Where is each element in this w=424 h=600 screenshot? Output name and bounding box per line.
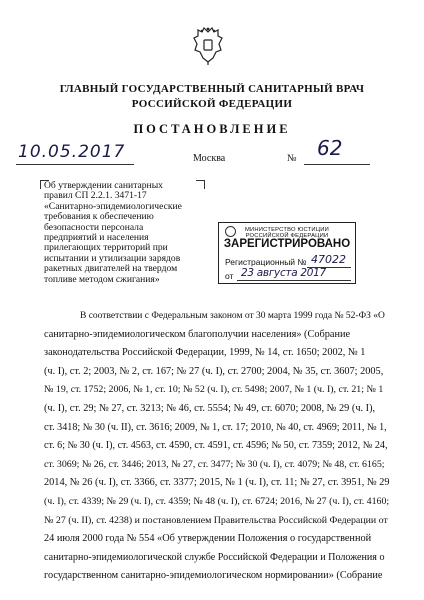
subject-line: топливе методом сжигания» (44, 273, 160, 285)
subject-line: требования к обеспечению (44, 211, 154, 223)
document-body (44, 307, 390, 586)
body-line: В соответствии с Федеральным законом от 30 марта 1999 года № 52-ФЗ «О (80, 311, 385, 321)
body-line: ст. 3069; № 26, ст. 3446; 2013, № 27, ст. 3477; № 30 (ч. I), ст. 4079; № 48, ст. 6165; (44, 458, 385, 470)
registration-stamp (218, 222, 356, 284)
stamp-reg-number: 47022 (311, 253, 346, 266)
body-line: (ч. I), ст. 4339; № 29 (ч. I), ст. 4359; № 48 (ч. I), ст. 6724; 2016, № 27 (ч. I), ст. 4160; (44, 495, 390, 507)
stamp-registered: ЗАРЕГИСТРИРОВАНО (223, 238, 351, 250)
number-sign: № (287, 153, 297, 164)
stamp-date-underline (237, 280, 351, 281)
subject-line: ракетных двигателей на твердом (44, 263, 178, 275)
stamp-reg-date: 23 августа 2017 (241, 267, 326, 279)
body-line: санитарно-эпидемиологической службе Российской Федерации и Положения о (44, 551, 385, 563)
stamp-ministry: МИНИСТЕРСТВО ЮСТИЦИИ РОССИЙСКОЙ ФЕДЕРАЦИИ (245, 227, 329, 239)
subject-line: «Санитарно-эпидемиологические (44, 200, 182, 212)
authority-title: ГЛАВНЫЙ ГОСУДАРСТВЕННЫЙ САНИТАРНЫЙ ВРАЧ (59, 83, 365, 95)
body-line: ст. 6; № 30 (ч. I), ст. 4563, ст. 4590, ст. 4591, ст. 4596; № 50, ст. 7359; 2012, № 24, (44, 440, 388, 452)
body-line: санитарно-эпидемиологическом благополучии населения» (Собрание (44, 328, 351, 340)
body-line: № 19, ст. 1752; 2006, № 1, ст. 10; № 52 (ч. I), ст. 5498; 2007, № 1 (ч. I), ст. 21; № 1 (44, 384, 384, 396)
stamp-from-label: от (225, 271, 234, 281)
body-line: государственном санитарно-эпидемиологическом нормировании» (Собрание (44, 570, 383, 582)
date-underline (16, 164, 134, 165)
subject-line: Об утверждении санитарных (44, 180, 163, 191)
body-line: (ч. I), ст. 2; 2003, № 2, ст. 167; № 27 (ч. I), ст. 2700; 2004, № 35, ст. 3607; 2005, (44, 365, 384, 377)
stamp-reg-label: Регистрационный № (225, 257, 307, 267)
body-line: 24 июля 2000 года № 554 «Об утверждении Положения о государственной (44, 533, 372, 545)
body-line: № 27 (ч. II), ст. 4238) и постановлением Правительства Российской Федерации от (44, 514, 388, 526)
body-line: законодательства Российской Федерации, 1999, № 14, ст. 1650; 2002, № 1 (44, 347, 366, 359)
document-title: ПОСТАНОВЛЕНИЕ (133, 122, 291, 136)
subject-line: прилегающих территорий при (44, 242, 168, 254)
document-city: Москва (193, 153, 226, 164)
document-subject (44, 181, 204, 285)
subject-line: предприятий и населения (44, 232, 149, 244)
body-line: ст. 3418; № 30 (ч. II), ст. 3616; 2009, № 1, ст. 17; 2010, № 40, ст. 4969; 2011, № 1, (44, 421, 387, 433)
document-date: 10.05.2017 (18, 142, 126, 162)
number-underline (304, 164, 370, 165)
subject-line: безопасности персонала (44, 221, 144, 233)
authority-subtitle: РОССИЙСКОЙ ФЕДЕРАЦИИ (131, 98, 293, 110)
subject-line: испытании и утилизации зарядов (44, 252, 181, 264)
coat-of-arms-icon (190, 26, 226, 66)
subject-line: правил СП 2.2.1. 3471-17 (44, 190, 147, 202)
body-line: (ч. I), ст. 29; № 27, ст. 3213; № 46, ст. 5554; № 49, ст. 6070; 2008, № 29 (ч. I), (44, 402, 376, 414)
document-number: 62 (317, 136, 343, 160)
body-line: 2014, № 26 (ч. I), ст. 3366, ст. 3377; 2015, № 1 (ч. I), ст. 11; № 27, ст. 3951, № 29 (44, 477, 390, 489)
